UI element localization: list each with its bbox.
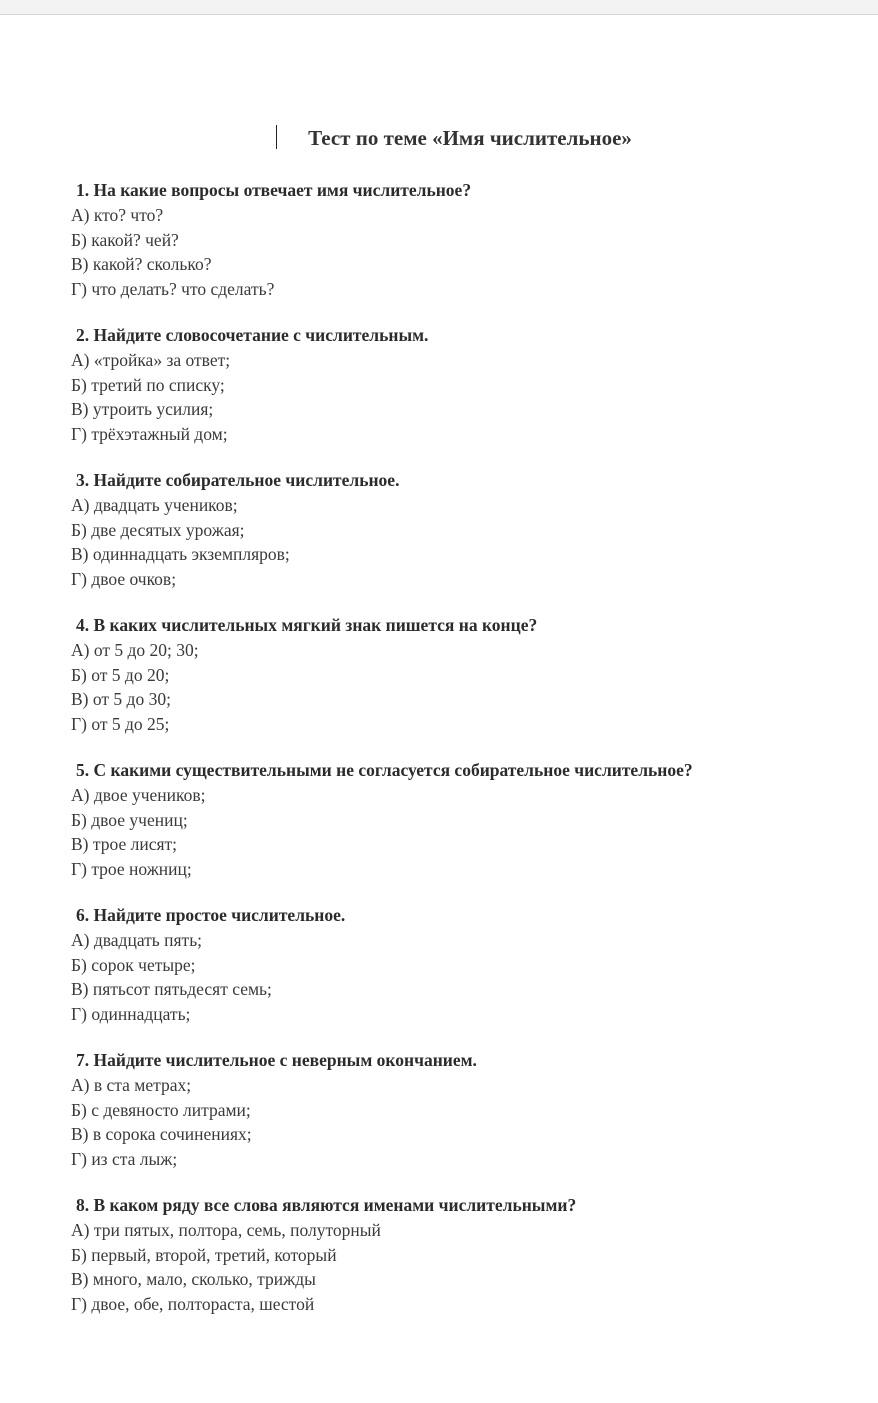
question-text: 4. В каких числительных мягкий знак пишется на конце? (76, 615, 538, 635)
option-a: А) в ста метрах; (71, 1075, 192, 1095)
question-text: 8. В каком ряду все слова являются именами числительными? (76, 1195, 577, 1215)
option-c: В) пятьсот пятьдесят семь; (71, 979, 272, 999)
option-c: В) трое лисят; (71, 834, 178, 854)
question-text: 6. Найдите простое числительное. (76, 905, 346, 925)
option-c: В) в сорока сочинениях; (71, 1124, 252, 1144)
question-text: 2. Найдите словосочетание с числительным. (76, 325, 429, 345)
option-d: Г) что делать? что сделать? (71, 278, 275, 299)
question-text: 5. С какими существительными не согласуется собирательное числительное? (76, 760, 693, 780)
option-a: А) двое учеников; (71, 785, 206, 805)
option-a: А) от 5 до 20; 30; (71, 640, 199, 660)
question-7 (71, 1048, 871, 1171)
option-a: А) двадцать пять; (71, 930, 203, 950)
option-c: В) какой? сколько? (71, 254, 212, 274)
option-d: Г) двое очков; (71, 568, 177, 589)
option-c: В) много, мало, сколько, трижды (71, 1269, 316, 1289)
question-text: 1. На какие вопросы отвечает имя числительное? (76, 180, 472, 200)
option-a: А) кто? что? (71, 205, 164, 225)
option-d: Г) из ста лыж; (71, 1148, 178, 1169)
question-3 (71, 468, 871, 591)
option-b: Б) сорок четыре; (71, 954, 196, 975)
question-6 (71, 903, 871, 1026)
question-8 (71, 1193, 871, 1316)
option-b: Б) две десятых урожая; (71, 519, 245, 540)
document-top-bar (0, 0, 878, 15)
option-c: В) от 5 до 30; (71, 689, 171, 709)
document-page[interactable] (0, 15, 878, 1403)
option-a: А) «тройка» за ответ; (71, 350, 231, 370)
option-d: Г) трое ножниц; (71, 858, 192, 879)
question-2 (71, 323, 871, 446)
question-4 (71, 613, 871, 736)
option-b: Б) двое учениц; (71, 809, 188, 830)
text-cursor (276, 125, 277, 149)
option-a: А) три пятых, полтора, семь, полуторный (71, 1220, 381, 1240)
document-title: Тест по теме «Имя числительное» (308, 126, 632, 150)
option-c: В) утроить усилия; (71, 399, 214, 419)
question-text: 3. Найдите собирательное числительное. (76, 470, 400, 490)
questions-list (71, 178, 871, 1338)
question-text: 7. Найдите числительное с неверным окончанием. (76, 1050, 477, 1070)
question-5 (71, 758, 871, 881)
title-container (0, 125, 878, 151)
option-d: Г) двое, обе, полтораста, шестой (71, 1293, 315, 1314)
option-a: А) двадцать учеников; (71, 495, 238, 515)
option-d: Г) от 5 до 25; (71, 713, 170, 734)
option-d: Г) трёхэтажный дом; (71, 423, 228, 444)
option-b: Б) какой? чей? (71, 229, 179, 250)
question-1 (71, 178, 871, 301)
option-b: Б) от 5 до 20; (71, 664, 170, 685)
option-c: В) одиннадцать экземпляров; (71, 544, 290, 564)
option-b: Б) третий по списку; (71, 374, 225, 395)
option-d: Г) одиннадцать; (71, 1003, 191, 1024)
option-b: Б) первый, второй, третий, который (71, 1244, 337, 1265)
option-b: Б) с девяносто литрами; (71, 1099, 251, 1120)
